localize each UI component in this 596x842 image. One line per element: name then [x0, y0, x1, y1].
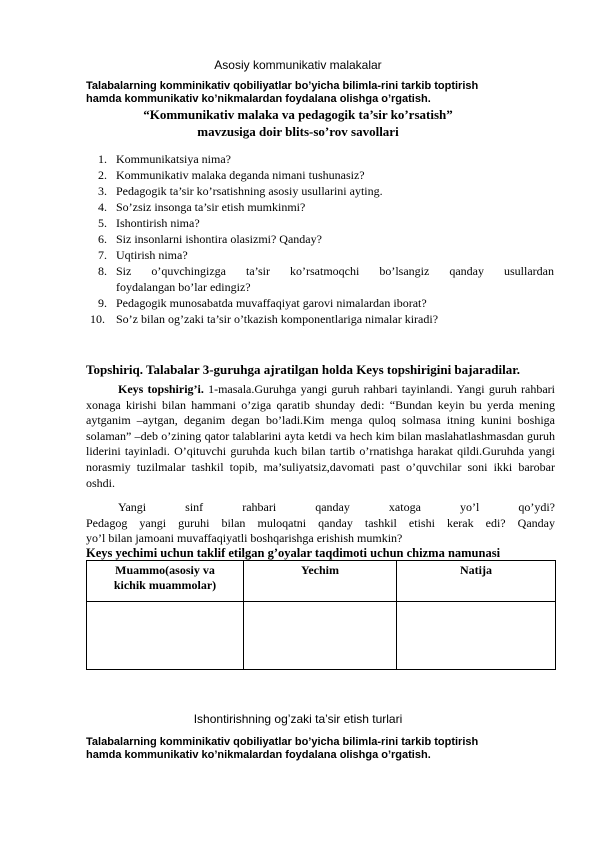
table-cell [244, 602, 397, 670]
table-caption: Keys yechimi uchun taklif etilgan g’oyalar taqdimoti uchun chizma namunasi [86, 546, 501, 560]
goal-line-1: Talabalarning komminikativ qobiliyatlar bo’yicha bilimla-rini tarkib toptirish [86, 80, 479, 92]
table-cell [397, 602, 556, 670]
section-heading: Asosiy kommunikativ malakalar [214, 58, 382, 72]
goal-line-1: Talabalarning komminikativ qobiliyatlar bo’yicha bilimla-rini tarkib toptirish [86, 736, 479, 748]
goal-text [86, 736, 526, 762]
section-heading: Ishontirishning og’zaki ta’sir etish turlari [193, 712, 403, 726]
goal-text [86, 80, 526, 106]
list-item: 9. Pedagogik munosabatda muvaffaqiyat garovi nimalardan iborat? [98, 296, 427, 310]
list-item: 10. So’z bilan og’zaki ta’sir o’tkazish komponentlariga nimalar kiradi? [90, 312, 439, 326]
case-question-line-1: Yangi sinf rahbari qanday xatoga yo’l qo’ydi? [118, 500, 555, 514]
table-row [87, 602, 556, 670]
list-item: 1. Kommunikatsiya nima? [98, 152, 231, 166]
col-header-solution: Yechim [244, 561, 397, 602]
task-title: Topshiriq. Talabalar 3-guruhga ajratilgan holda Keys topshirigini bajaradilar. [86, 362, 521, 377]
col-header-problem: Muammo(asosiy va kichik muammolar) [87, 561, 244, 602]
table-cell [87, 602, 244, 670]
solution-table [86, 560, 556, 670]
list-item: 6. Siz insonlarni ishontira olasizmi? Qanday? [98, 232, 322, 246]
case-question-line-3: yo’l bilan jamoani muvaffaqiyatli boshqarishga erishish mumkin? [86, 531, 403, 546]
goal-line-2: hamda kommunikativ ko’nikmalardan foydalana olishga o’rgatish. [86, 93, 431, 105]
question-list [90, 151, 554, 327]
survey-title-line-2: mavzusiga doir blits-so’rov savollari [197, 124, 399, 139]
table-header-row [87, 561, 556, 602]
list-item: 5. Ishontirish nima? [98, 216, 200, 230]
list-item: 4. So’zsiz insonga ta’sir etish mumkinmi? [98, 200, 306, 214]
keys-label: Keys topshirig’i. [118, 382, 204, 396]
list-item: 2. Kommunikativ malaka deganda nimani tushunasiz? [98, 168, 365, 182]
case-paragraph [86, 382, 555, 491]
case-question-line-2: Pedagog yangi guruhi bilan muloqatni qanday tashkil etishi kerak edi? Qanday [86, 515, 555, 530]
survey-title-line-1: “Kommunikativ malaka va pedagogik ta’sir ko’rsatish” [143, 107, 453, 122]
col-header-result: Natija [397, 561, 556, 602]
list-item: 7. Uqtirish nima? [98, 248, 188, 262]
case-text: 1-masala.Guruhga yangi guruh rahbari tayinlandi. Yangi guruh rahbari xonaga kirishi bilan hammani o’ziga qaratib shunday dedi: “Bundan keyin bu yerda mening aytganim –aytgan, deganim degan bo’ladi.Kim menga quloq solmasa itning kunini boshiga solaman” –deb o’zining qator talablarini ayta ketdi va hech kim bilan maslahatlashmasdan guruh liderini tayinladi. O’qituvchi guruhda kuch bilan tartib o’rnatishga harakat qildi.Guruhda yangi norasmiy tuzilmalar tashkil topib, ma’suliyatsiz,davomati past o’quvchilar soni ikki barobar oshdi. [86, 382, 556, 490]
goal-line-2: hamda kommunikativ ko’nikmalardan foydalana olishga o’rgatish. [86, 749, 431, 761]
case-questions [86, 500, 555, 547]
list-item: 3. Pedagogik ta’sir ko’rsatishning asosiy usullarini ayting. [98, 184, 383, 198]
list-item: 8. Siz o’quvchingizga ta’sir ko’rsatmoqchi bo’lsangiz qanday usullardan foydalangan bo’lar edingiz? [98, 264, 554, 294]
